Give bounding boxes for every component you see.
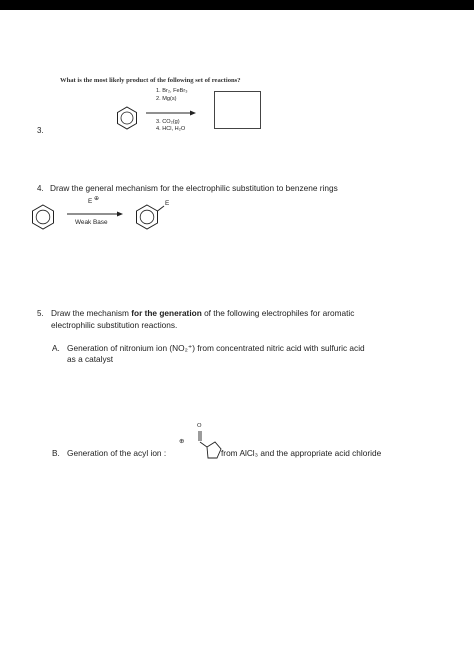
q3-reagent-3: 3. CO₂(g) bbox=[156, 119, 180, 125]
benzene-reactant-q4 bbox=[31, 204, 55, 230]
reaction-arrow-q3 bbox=[146, 110, 196, 116]
q3-reagent-2: 2. Mg(s) bbox=[156, 96, 177, 102]
q5-number: 5. bbox=[37, 309, 44, 318]
reaction-arrow-q4 bbox=[67, 211, 123, 217]
benzene-reactant-q3 bbox=[116, 106, 138, 130]
q5-text-bold: for the generation bbox=[131, 308, 202, 318]
q5a-line-2: as a catalyst bbox=[67, 354, 114, 364]
electrophile-label: E bbox=[88, 198, 93, 205]
q5-line-1 bbox=[51, 308, 354, 319]
q5b-text: Generation of the acyl ion : bbox=[67, 448, 167, 458]
acyl-oxygen-label: O bbox=[197, 423, 202, 429]
q3-reagent-1: 1. Br₂, FeBr₃ bbox=[156, 88, 188, 94]
q3-reagent-4: 4. HCl, H₂O bbox=[156, 126, 186, 132]
q3-question: What is the most likely product of the following set of reactions? bbox=[60, 77, 241, 84]
electrophile-charge: ⊕ bbox=[94, 196, 100, 202]
q5a-line-1: Generation of nitronium ion (NO₂⁺) from concentrated nitric acid with sulfuric acid bbox=[67, 343, 365, 353]
q3-number: 3. bbox=[37, 126, 44, 135]
q5b-label: B. bbox=[52, 448, 60, 458]
document-page bbox=[0, 10, 474, 661]
q4-number: 4. bbox=[37, 184, 44, 193]
substituted-benzene-product bbox=[135, 202, 169, 230]
q5-line-2: electrophilic substitution reactions. bbox=[51, 320, 178, 330]
q4-text: Draw the general mechanism for the electrophilic substitution to benzene rings bbox=[50, 183, 338, 193]
q3-answer-box[interactable] bbox=[214, 91, 261, 129]
q5b-after: from AlCl₃ and the appropriate acid chloride bbox=[221, 448, 382, 458]
product-substituent-label: E bbox=[165, 200, 170, 207]
q5-text-post: of the following electrophiles for aromatic bbox=[201, 308, 355, 318]
acyl-charge-icon: ⊕ bbox=[179, 438, 185, 445]
q5-text-pre: Draw the mechanism bbox=[51, 308, 132, 318]
weak-base-label: Weak Base bbox=[75, 219, 108, 226]
q5a-label: A. bbox=[52, 343, 60, 353]
